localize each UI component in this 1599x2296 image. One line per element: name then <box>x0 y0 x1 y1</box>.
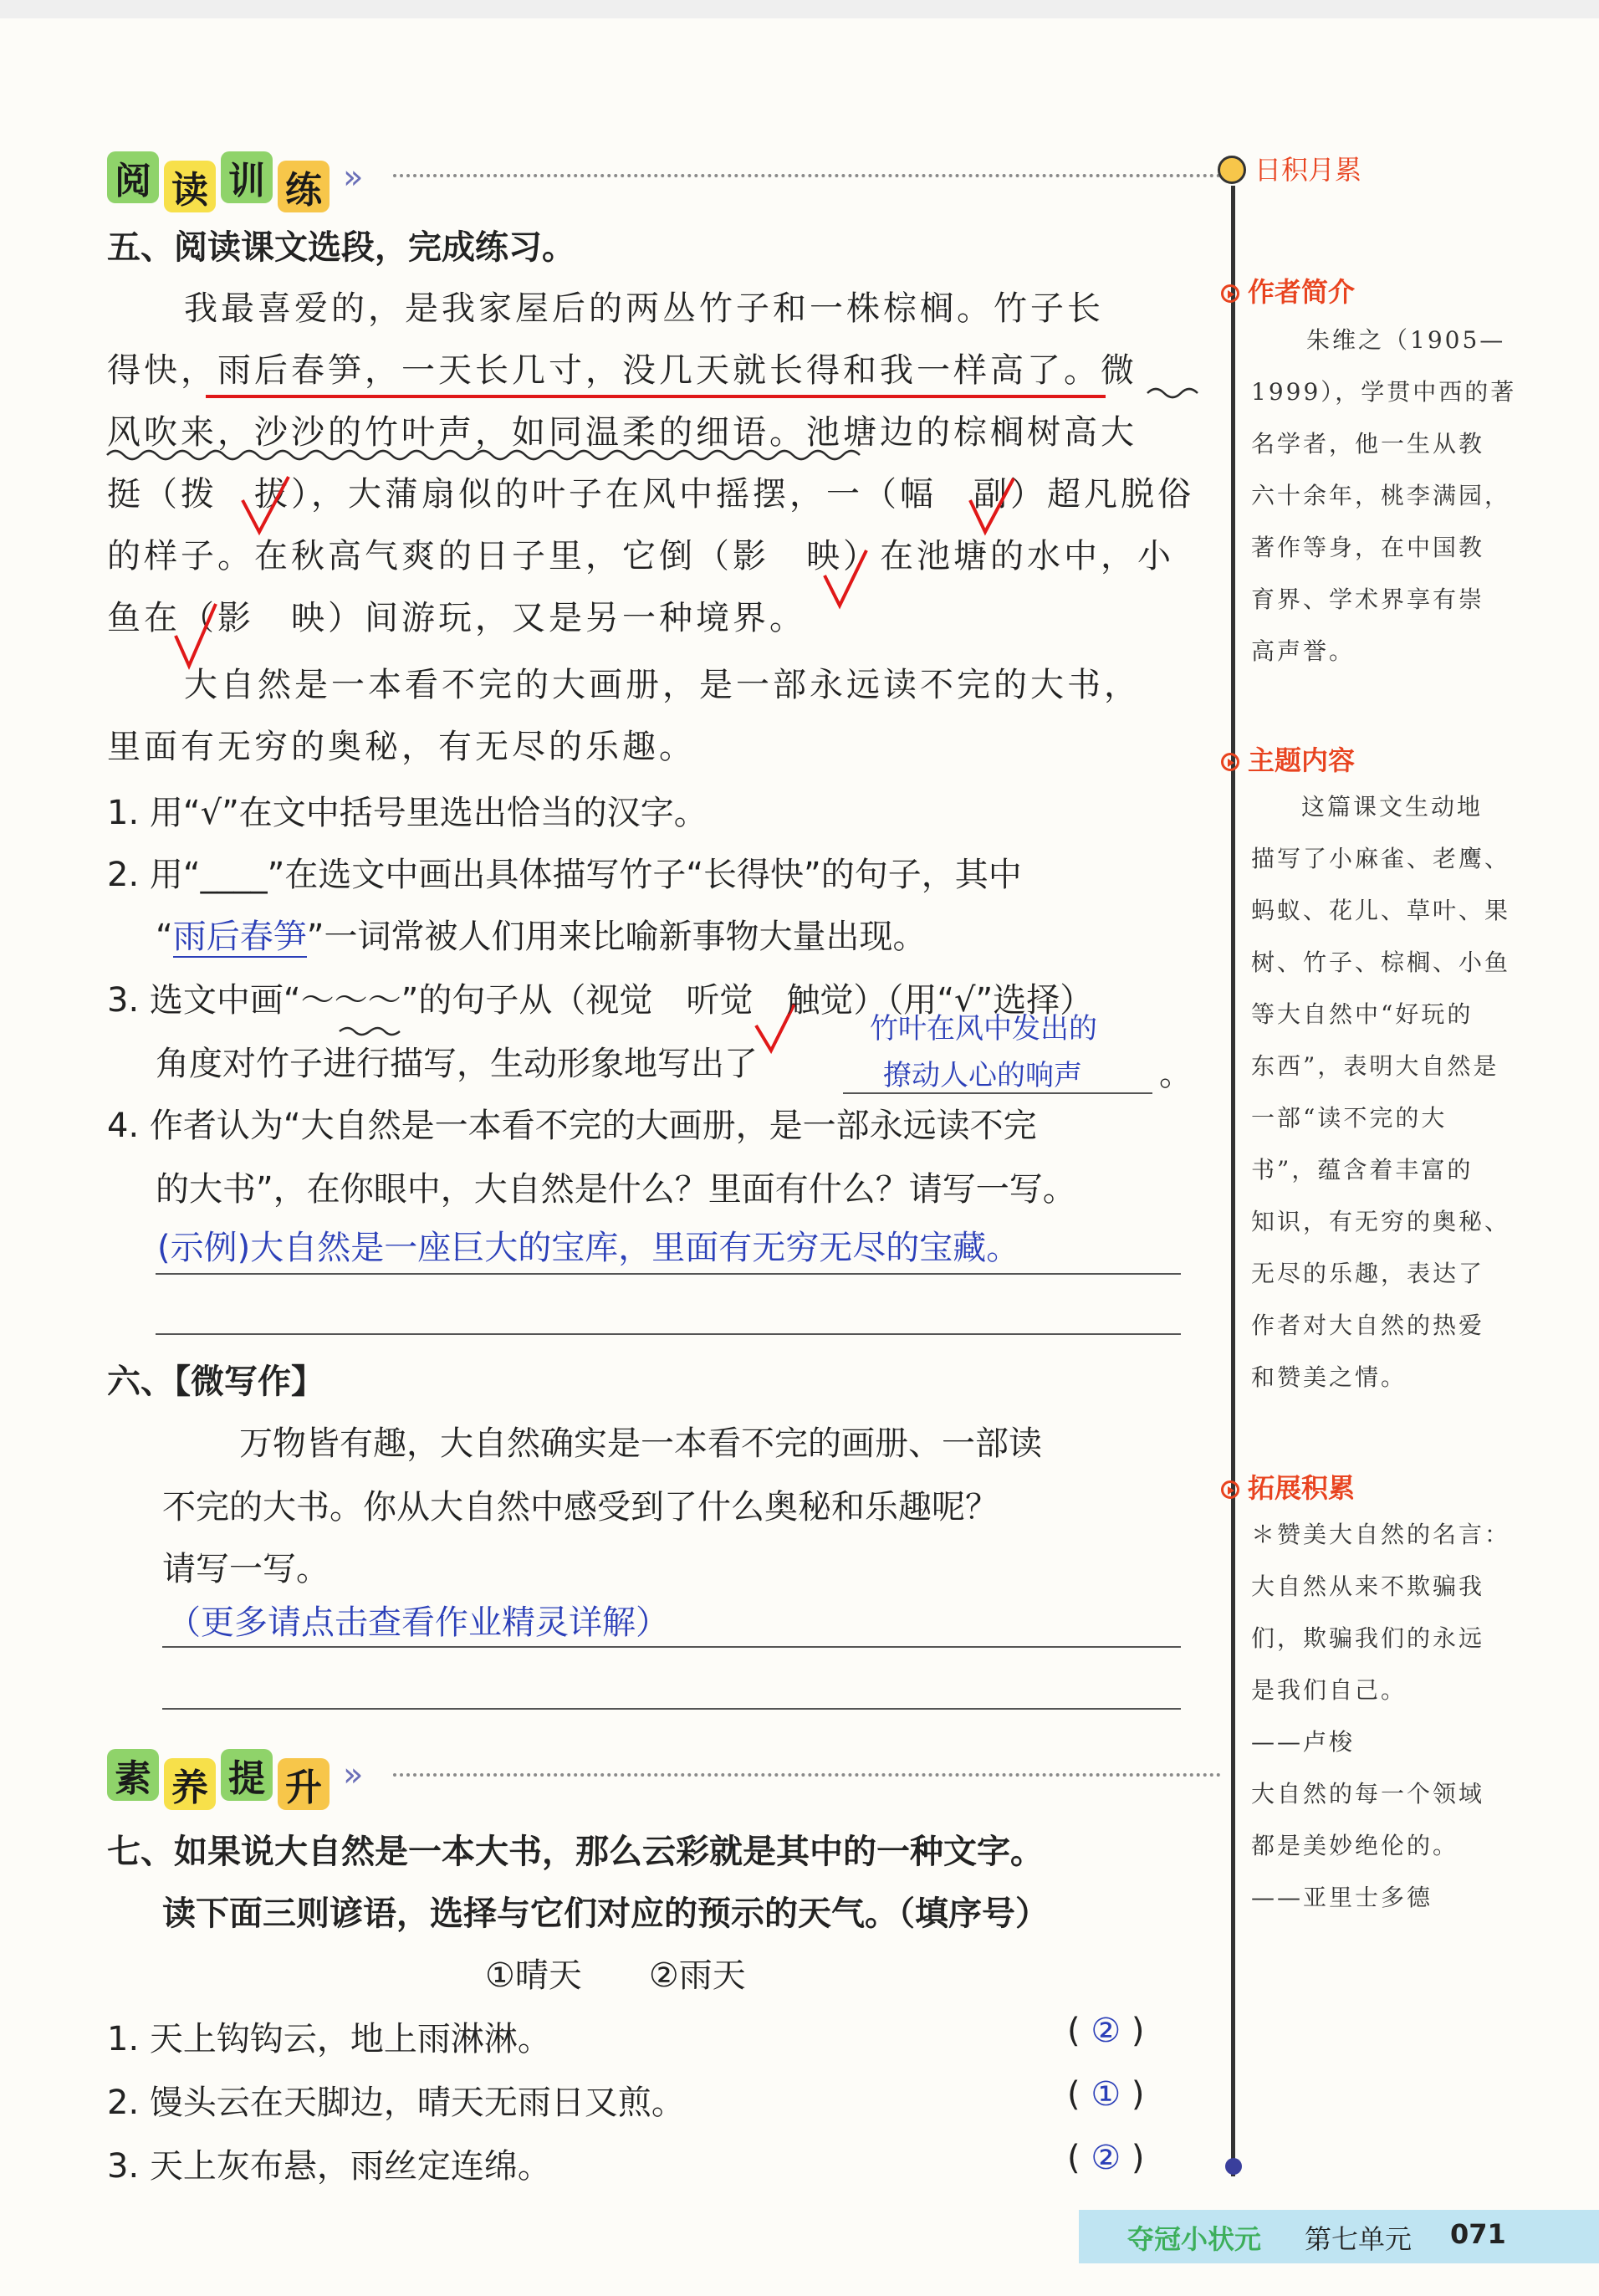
literacy-improvement-header <box>107 1740 363 1810</box>
question-6-body: 请写一写。 <box>162 1550 330 1588</box>
handwritten-answer: 撩动人心的响声 <box>883 1059 1082 1092</box>
question-5-3-end: 。 <box>1159 1055 1193 1093</box>
header-tile: 养 <box>164 1758 216 1810</box>
answer-line <box>162 1708 1181 1710</box>
extension-text: 是我们自己。 <box>1251 1676 1407 1704</box>
header-tile: 素 <box>107 1749 159 1801</box>
handwritten-answer: ② <box>1091 2012 1121 2050</box>
theme-title <box>1221 739 1355 778</box>
passage-line: 大自然是一本看不完的大画册，是一部永远读不完的大书， <box>184 666 1141 704</box>
answer-line <box>156 1273 1181 1275</box>
sidebar-title <box>1218 149 1361 187</box>
theme-text: 蚂蚁、花儿、草叶、果 <box>1251 897 1511 924</box>
extension-text: 都是美妙绝伦的。 <box>1251 1832 1459 1859</box>
header-tile: 阅 <box>107 151 159 203</box>
header-tile: 训 <box>221 151 273 203</box>
question-5-4: 4. 作者认为“大自然是一本看不完的大画册，是一部永远读不完 <box>107 1107 1037 1145</box>
extension-text: 大自然从来不欺骗我 <box>1251 1572 1485 1600</box>
header-divider <box>393 1773 1221 1777</box>
passage-line: 挺（拨 拔），大蒲扇似的叶子在风中摇摆，一（幅 副）超凡脱俗 <box>107 475 1194 514</box>
author-text: 六十余年，桃李满园， <box>1251 482 1511 509</box>
question-5-3: 3. 选文中画“～～～”的句子从（视觉 听觉 触觉）（用“√”选择） <box>107 981 1094 1020</box>
answer-line <box>156 1333 1181 1335</box>
footer-brand: 夺冠小状元 <box>1127 2223 1262 2255</box>
author-text: 名学者，他一生从教 <box>1251 430 1485 458</box>
sidebar-rule <box>1231 186 1235 2176</box>
question-7-options: ①晴天 ②雨天 <box>485 1956 746 1995</box>
theme-text: 一部“读不完的大 <box>1251 1104 1448 1132</box>
theme-text: 等大自然中“好玩的 <box>1251 1000 1474 1028</box>
double-arrow-icon: » <box>343 158 364 197</box>
theme-text: 作者对大自然的热爱 <box>1251 1312 1485 1339</box>
extension-title <box>1221 1467 1355 1506</box>
question-6-title: 六、【微写作】 <box>107 1363 324 1401</box>
question-7-title: 七、如果说大自然是一本大书，那么云彩就是其中的一种文字。 <box>107 1833 1044 1871</box>
answer-blank <box>843 1092 1152 1094</box>
passage-line: 我最喜爱的，是我家屋后的两丛竹子和一株棕榈。竹子长 <box>184 289 1104 328</box>
play-icon <box>1221 284 1239 303</box>
footer-unit: 第七单元 <box>1305 2223 1413 2255</box>
question-5-3-line2: 角度对竹子进行描写，生动形象地写出了 <box>156 1045 758 1083</box>
theme-text: 和赞美之情。 <box>1251 1363 1407 1391</box>
header-tile: 提 <box>221 1749 273 1801</box>
header-tile: 升 <box>278 1758 330 1810</box>
handwritten-answer: ① <box>1091 2075 1121 2114</box>
extension-text: ——卢梭 <box>1251 1728 1356 1756</box>
theme-text: 树、竹子、棕榈、小鱼 <box>1251 949 1511 976</box>
book-icon <box>1218 156 1246 184</box>
header-tile: 读 <box>164 161 216 212</box>
play-icon <box>1221 753 1239 771</box>
theme-text: 这篇课文生动地 <box>1301 793 1484 821</box>
extension-text: ——亚里士多德 <box>1251 1884 1433 1911</box>
question-7-instruction: 读下面三则谚语，选择与它们对应的预示的天气。（填序号） <box>162 1895 1049 1933</box>
theme-text: 知识，有无穷的奥秘、 <box>1251 1208 1511 1235</box>
passage-line: 里面有无穷的奥秘，有无尽的乐趣。 <box>107 728 696 766</box>
question-5-2: 2. 用“____”在选文中画出具体描写竹子“长得快”的句子，其中 <box>107 856 1022 894</box>
handwritten-answer: 雨后春笋 <box>172 918 307 956</box>
author-intro-title <box>1221 271 1355 309</box>
question-5-1: 1. 用“√”在文中括号里选出恰当的汉字。 <box>107 794 708 832</box>
sidebar-rule-end <box>1225 2158 1242 2175</box>
answer-paren: ( ① ) <box>1067 2075 1145 2114</box>
author-intro-title-text: 作者简介 <box>1248 276 1356 308</box>
proverb-item: 2. 馒头云在天脚边，晴天无雨日又煎。 <box>107 2084 685 2122</box>
handwritten-answer: ② <box>1091 2139 1121 2177</box>
handwritten-answer: 竹叶在风中发出的 <box>870 1012 1097 1046</box>
header-tile: 练 <box>278 161 330 212</box>
extension-title-text: 拓展积累 <box>1248 1472 1356 1504</box>
author-text: 育界、学术界享有崇 <box>1251 586 1485 613</box>
question-6-body: 万物皆有趣，大自然确实是一本看不完的画册、一部读 <box>239 1424 1042 1463</box>
proverb-item: 1. 天上钩钩云，地上雨淋淋。 <box>107 2020 551 2058</box>
proverb-item: 3. 天上灰布悬，雨丝定连绵。 <box>107 2147 551 2186</box>
question-5-2-rest: ”一词常被人们用来比喻新事物大量出现。 <box>306 918 927 956</box>
theme-text: 无尽的乐趣，表达了 <box>1251 1260 1485 1287</box>
author-text: 著作等身，在中国教 <box>1251 534 1485 561</box>
handwritten-answer: (示例)大自然是一座巨大的宝库，里面有无穷无尽的宝藏。 <box>157 1229 1020 1267</box>
passage-line: 的样子。在秋高气爽的日子里，它倒（影 映）在池塘的水中，小 <box>107 537 1174 575</box>
handwritten-answer: （更多请点击查看作业精灵详解） <box>167 1603 669 1642</box>
theme-title-text: 主题内容 <box>1248 744 1356 776</box>
author-text: 朱维之（1905— <box>1306 326 1506 354</box>
theme-text: 东西”，表明大自然是 <box>1251 1052 1499 1080</box>
extension-text: ＊赞美大自然的名言： <box>1251 1521 1511 1548</box>
play-icon <box>1221 1480 1239 1499</box>
theme-text: 书”，蕴含着丰富的 <box>1251 1156 1474 1184</box>
passage-line: 得快，雨后春笋，一天长几寸，没几天就长得和我一样高了。微 <box>107 351 1137 390</box>
question-5-2-line2: “雨后春笋”一词常被人们用来比喻新事物大量出现。 <box>156 918 927 956</box>
theme-text: 描写了小麻雀、老鹰、 <box>1251 845 1511 872</box>
sidebar-title-text: 日积月累 <box>1254 154 1362 186</box>
double-arrow-icon: » <box>343 1756 364 1794</box>
passage-line: 风吹来，沙沙的竹叶声，如同温柔的细语。池塘边的棕榈树高大 <box>107 413 1137 452</box>
question-5-4-line2: 的大书”，在你眼中，大自然是什么？里面有什么？请写一写。 <box>156 1170 1076 1209</box>
passage-line: 鱼在（影 映）间游玩，又是另一种境界。 <box>107 599 806 637</box>
answer-paren: ( ② ) <box>1067 2139 1145 2177</box>
extension-text: 大自然的每一个领域 <box>1251 1780 1485 1808</box>
author-text: 高声誉。 <box>1251 637 1356 665</box>
question-5-title: 五、阅读课文选段，完成练习。 <box>107 228 575 267</box>
page-number: 071 <box>1450 2218 1506 2250</box>
answer-paren: ( ② ) <box>1067 2012 1145 2050</box>
extension-text: 们，欺骗我们的永远 <box>1251 1624 1485 1652</box>
answer-line <box>162 1646 1181 1648</box>
author-text: 1999），学贯中西的著 <box>1251 378 1517 406</box>
question-6-body: 不完的大书。你从大自然中感受到了什么奥秘和乐趣呢？ <box>162 1488 999 1526</box>
